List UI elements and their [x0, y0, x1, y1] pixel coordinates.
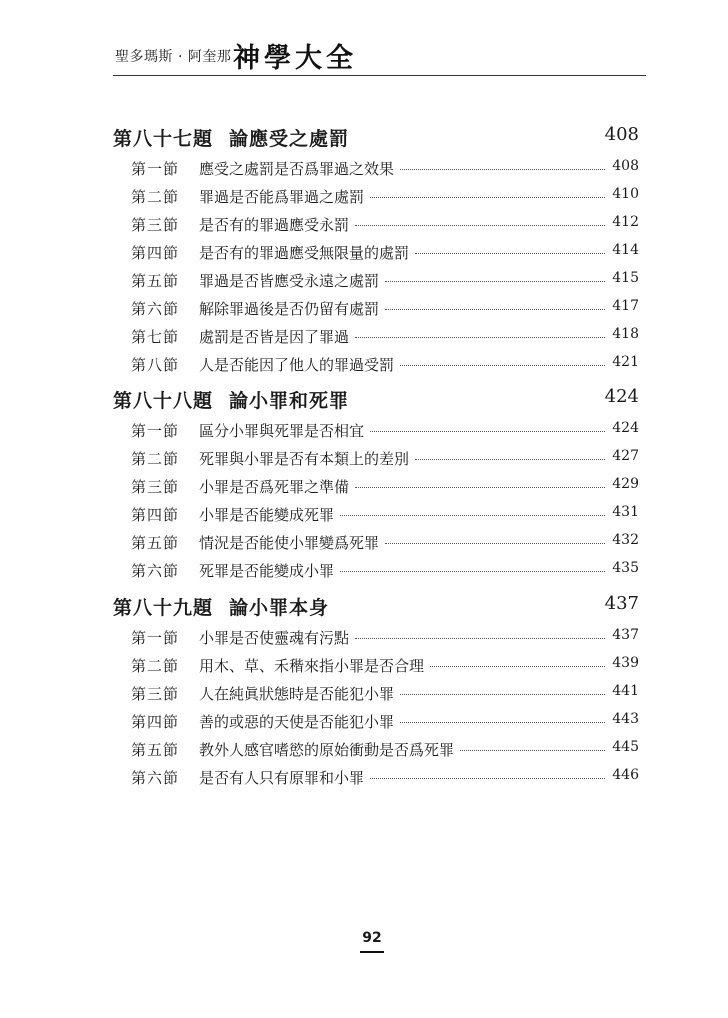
chapter-page: 408	[604, 124, 639, 145]
section-title: 解除罪過後是否仍留有處罰	[199, 300, 380, 318]
section-entry	[113, 448, 639, 472]
section-number: 第四節	[131, 506, 180, 524]
chapter-number: 第八十八題	[113, 390, 214, 412]
section-entry	[113, 504, 639, 528]
dot-leader	[415, 253, 605, 254]
section-number: 第五節	[131, 534, 180, 552]
section-entry	[113, 298, 639, 322]
section-page: 414	[612, 242, 639, 258]
section-number: 第一節	[131, 160, 180, 178]
section-line	[199, 476, 605, 497]
section-entry	[113, 767, 639, 791]
section-line	[199, 420, 605, 441]
section-number: 第七節	[131, 328, 180, 346]
section-entry	[113, 354, 639, 378]
dot-leader	[355, 225, 605, 226]
section-entry	[113, 186, 639, 210]
section-line	[199, 532, 605, 553]
section-page: 443	[612, 711, 639, 727]
dot-leader	[370, 778, 605, 779]
section-page: 427	[612, 448, 639, 464]
section-entry	[113, 158, 639, 182]
section-number: 第一節	[131, 629, 180, 647]
dot-leader	[340, 515, 605, 516]
section-page: 432	[612, 532, 639, 548]
section-title: 是否有的罪過應受永罰	[199, 216, 350, 234]
chapter-page: 424	[604, 386, 639, 407]
section-line	[199, 655, 605, 676]
section-title: 教外人感官嗜慾的原始衝動是否爲死罪	[199, 741, 455, 759]
section-number: 第五節	[131, 741, 180, 759]
section-page: 429	[612, 476, 639, 492]
dot-leader	[400, 694, 605, 695]
section-line	[199, 767, 605, 788]
dot-leader	[355, 638, 605, 639]
section-page: 445	[612, 739, 639, 755]
header-rule	[113, 75, 646, 76]
section-entry	[113, 270, 639, 294]
section-page: 410	[612, 186, 639, 202]
chapter-title: 論小罪本身	[229, 597, 330, 619]
section-title: 情況是否能使小罪變爲死罪	[199, 534, 380, 552]
section-entry	[113, 420, 639, 444]
section-entry	[113, 242, 639, 266]
section-page: 431	[612, 504, 639, 520]
section-title: 人在純眞狀態時是否能犯小罪	[199, 685, 395, 703]
section-entry	[113, 326, 639, 350]
chapter-number: 第八十九題	[113, 597, 214, 619]
chapter-number: 第八十七題	[113, 128, 214, 150]
section-title: 是否有人只有原罪和小罪	[199, 769, 365, 787]
section-line	[199, 560, 605, 581]
section-line	[199, 270, 605, 291]
dot-leader	[430, 666, 605, 667]
section-number: 第六節	[131, 300, 180, 318]
section-page: 421	[612, 354, 639, 370]
section-number: 第一節	[131, 422, 180, 440]
chapter-heading	[113, 593, 639, 621]
section-page: 417	[612, 298, 639, 314]
section-line	[199, 683, 605, 704]
dot-leader	[415, 459, 605, 460]
dot-leader	[400, 365, 605, 366]
section-number: 第五節	[131, 272, 180, 290]
section-title: 死罪與小罪是否有本類上的差別	[199, 450, 410, 468]
section-number: 第三節	[131, 216, 180, 234]
chapter-title: 論小罪和死罪	[229, 390, 350, 412]
dot-leader	[355, 337, 605, 338]
section-title: 是否有的罪過應受無限量的處罰	[199, 244, 410, 262]
section-title: 死罪是否能變成小罪	[199, 562, 335, 580]
section-number: 第六節	[131, 562, 180, 580]
section-entry	[113, 532, 639, 556]
section-title: 人是否能因了他人的罪過受罰	[199, 356, 395, 374]
section-title: 區分小罪與死罪是否相宜	[199, 422, 365, 440]
section-title: 罪過是否能爲罪過之處罰	[199, 188, 365, 206]
section-page: 412	[612, 214, 639, 230]
section-line	[199, 354, 605, 375]
section-entry	[113, 627, 639, 651]
section-entry	[113, 711, 639, 735]
section-title: 善的或惡的天使是否能犯小罪	[199, 713, 395, 731]
section-line	[199, 298, 605, 319]
section-line	[199, 242, 605, 263]
section-page: 415	[612, 270, 639, 286]
chapter-title: 論應受之處罰	[229, 128, 350, 150]
section-number: 第二節	[131, 450, 180, 468]
running-header	[115, 38, 645, 78]
section-title: 小罪是否使靈魂有污點	[199, 629, 350, 647]
section-page: 441	[612, 683, 639, 699]
page-number-underline	[360, 951, 384, 953]
section-line	[199, 326, 605, 347]
section-entry	[113, 214, 639, 238]
section-entry	[113, 476, 639, 500]
section-page: 435	[612, 560, 639, 576]
page-number: 92	[362, 930, 382, 946]
dot-leader	[385, 543, 605, 544]
section-entry	[113, 683, 639, 707]
section-title: 小罪是否爲死罪之準備	[199, 478, 350, 496]
section-title: 應受之處罰是否爲罪過之效果	[199, 160, 395, 178]
section-page: 439	[612, 655, 639, 671]
section-line	[199, 448, 605, 469]
section-entry	[113, 560, 639, 584]
section-page: 408	[612, 158, 639, 174]
chapter-heading	[113, 124, 639, 152]
section-number: 第八節	[131, 356, 180, 374]
author-name: 聖多瑪斯 · 阿奎那	[115, 49, 232, 65]
section-page: 437	[612, 627, 639, 643]
section-line	[199, 158, 605, 179]
section-number: 第二節	[131, 188, 180, 206]
section-entry	[113, 739, 639, 763]
dot-leader	[460, 750, 605, 751]
section-number: 第三節	[131, 685, 180, 703]
book-title: 神學大全	[233, 43, 357, 74]
section-line	[199, 739, 605, 760]
section-number: 第二節	[131, 657, 180, 675]
section-title: 小罪是否能變成死罪	[199, 506, 335, 524]
section-number: 第三節	[131, 478, 180, 496]
section-entry	[113, 655, 639, 679]
section-title: 罪過是否皆應受永遠之處罰	[199, 272, 380, 290]
section-line	[199, 186, 605, 207]
dot-leader	[400, 722, 605, 723]
dot-leader	[385, 309, 605, 310]
section-title: 處罰是否皆是因了罪過	[199, 328, 350, 346]
chapter-heading	[113, 386, 639, 414]
section-line	[199, 627, 605, 648]
dot-leader	[370, 431, 605, 432]
chapter-page: 437	[604, 593, 639, 614]
section-page: 424	[612, 420, 639, 436]
section-number: 第六節	[131, 769, 180, 787]
section-line	[199, 711, 605, 732]
dot-leader	[355, 487, 605, 488]
section-number: 第四節	[131, 713, 180, 731]
dot-leader	[370, 197, 605, 198]
section-title: 用木、草、禾稭來指小罪是否合理	[199, 657, 425, 675]
dot-leader	[400, 169, 605, 170]
section-number: 第四節	[131, 244, 180, 262]
section-line	[199, 504, 605, 525]
dot-leader	[340, 571, 605, 572]
section-page: 418	[612, 326, 639, 342]
dot-leader	[385, 281, 605, 282]
section-page: 446	[612, 767, 639, 783]
section-line	[199, 214, 605, 235]
